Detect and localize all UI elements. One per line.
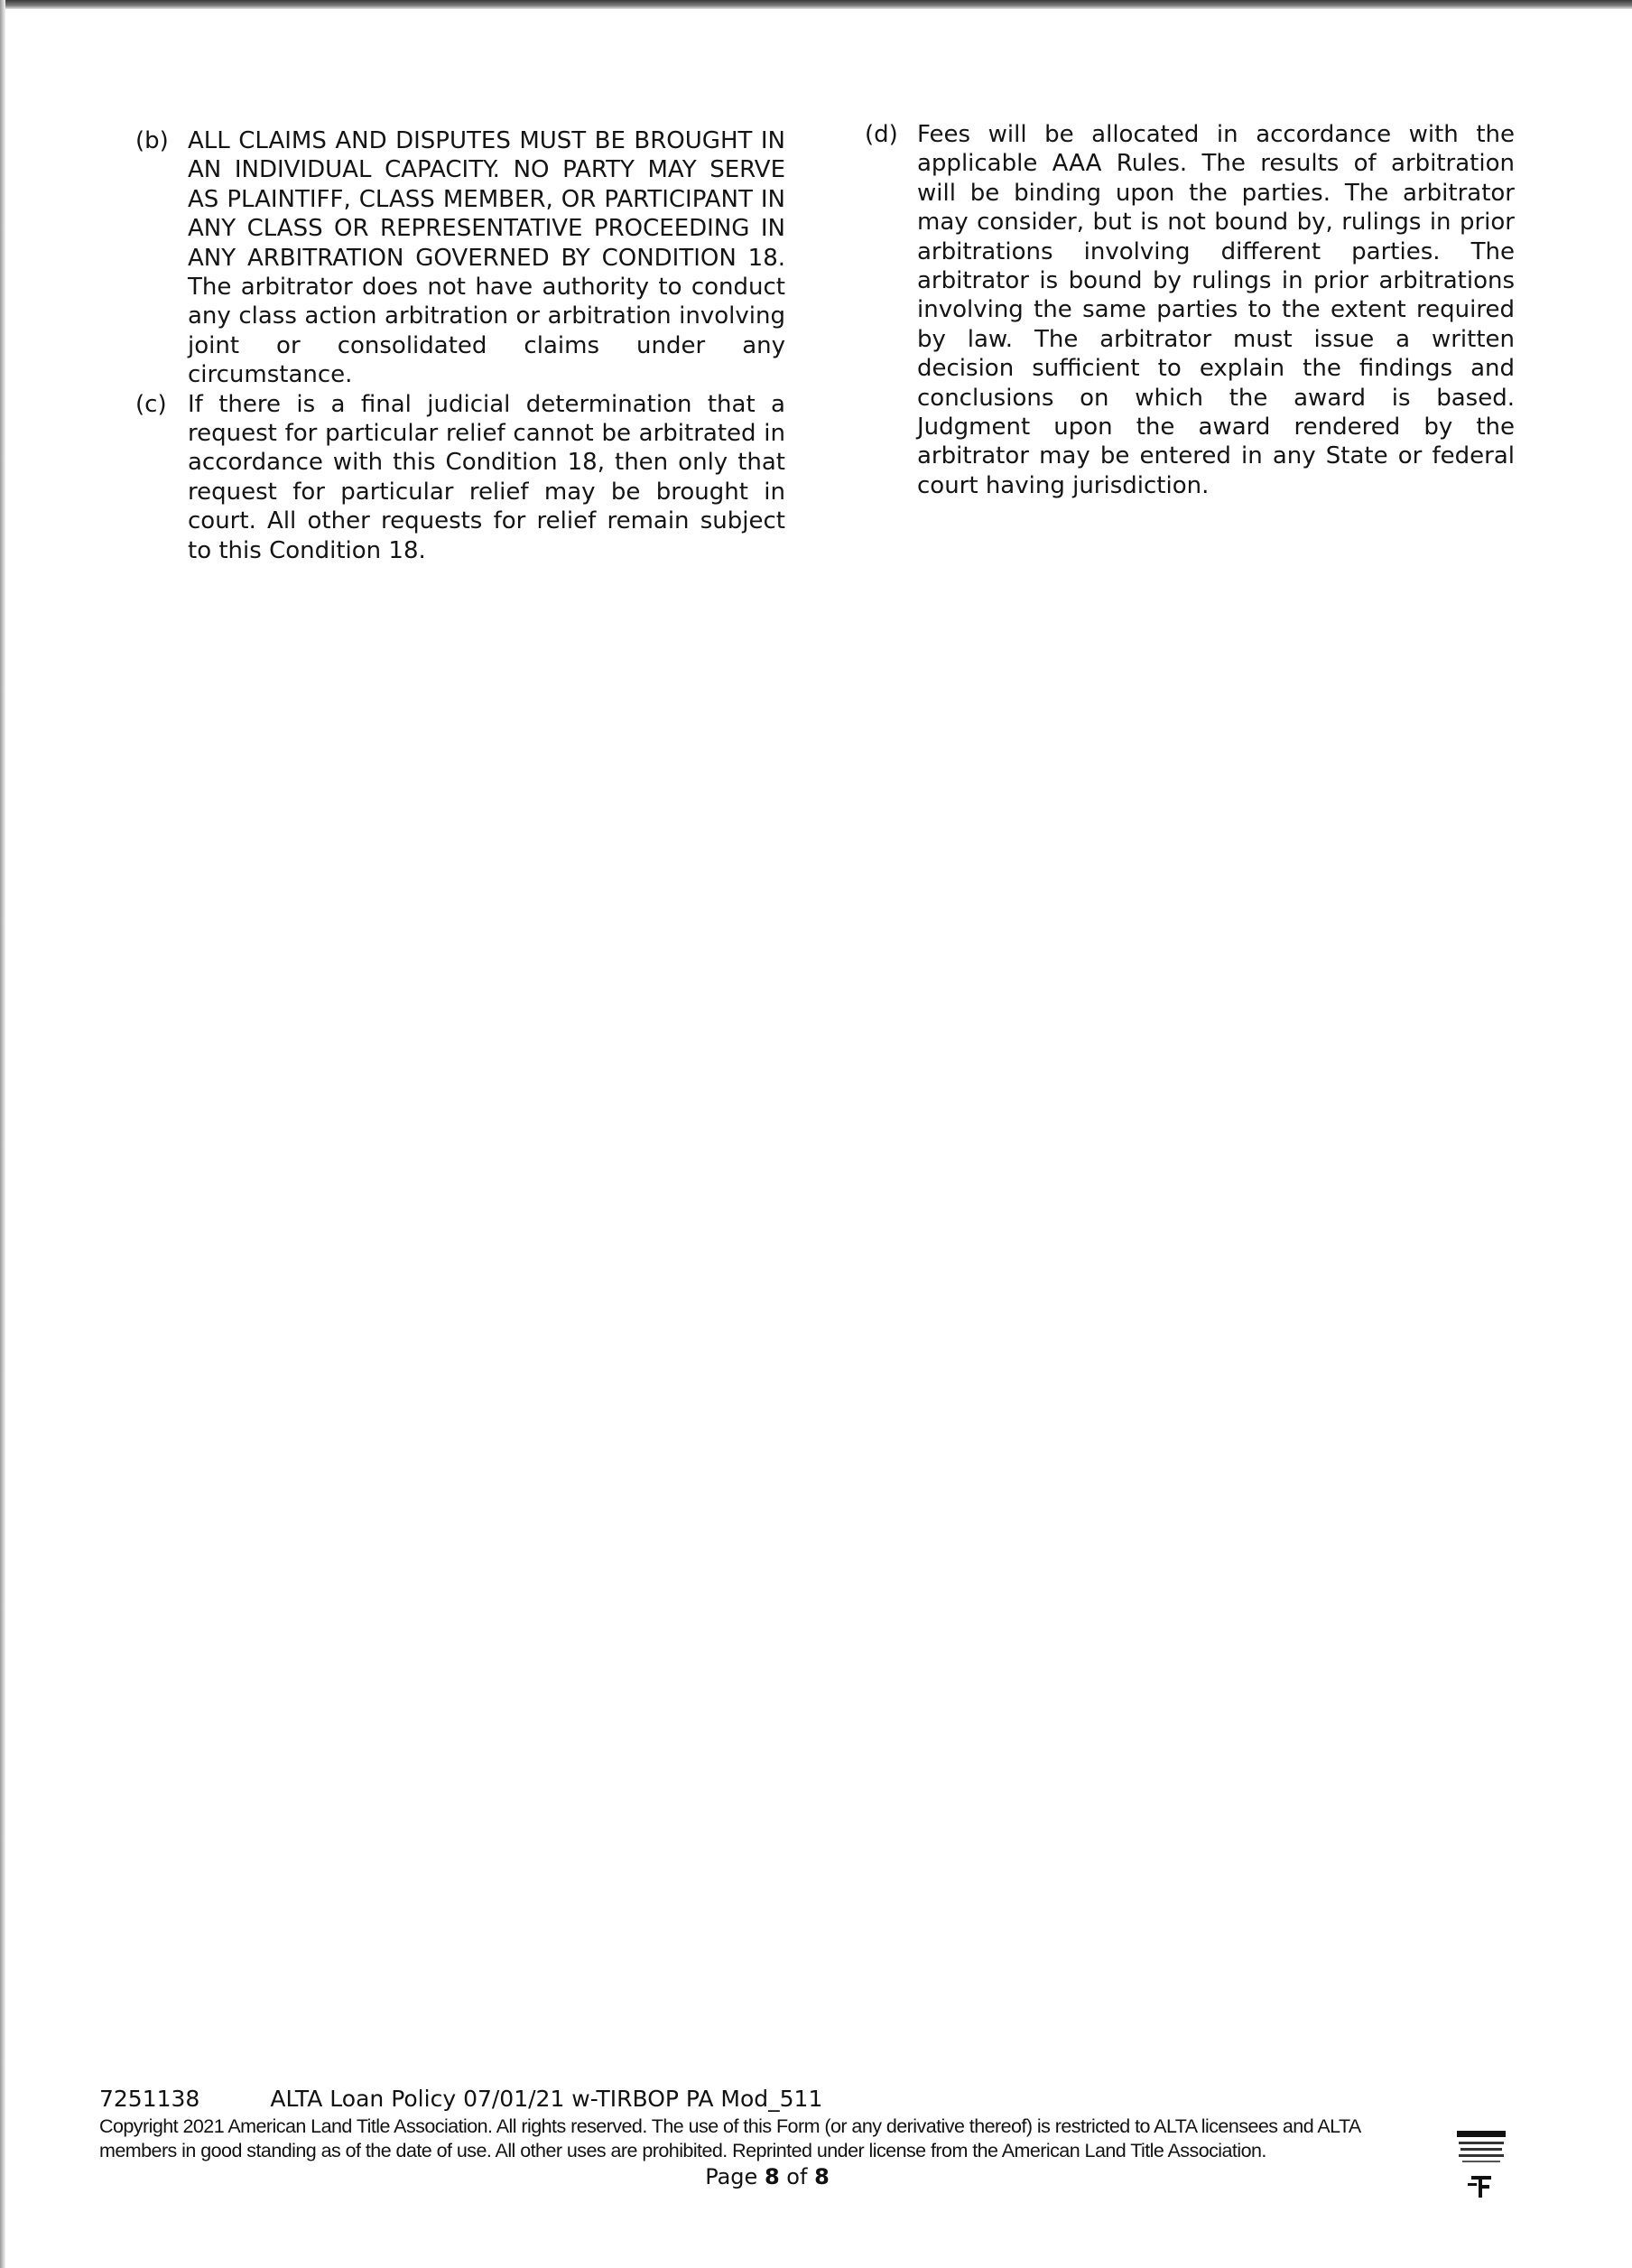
right-column [865, 120, 1515, 500]
footer-identifier-line [99, 2086, 1435, 2113]
copyright-notice: Copyright 2021 American Land Title Association. All rights reserved. The use of this Form (or any derivative thereof) is restricted to ALTA licensees and ALTA members in good standing as of the date of use. All other uses are prohibited. Reprinted under license from the American Land Title Association. [99, 2115, 1360, 2161]
condition-item-b [135, 126, 785, 390]
page-total: 8 [814, 2164, 830, 2189]
alta-seal-icon [1455, 2129, 1507, 2201]
policy-name: ALTA Loan Policy 07/01/21 w-TIRBOP PA Mod_511 [270, 2086, 823, 2112]
page-number: Page 8 of 8 [705, 2164, 830, 2189]
condition-item-d [865, 120, 1515, 500]
item-label: (d) [865, 121, 898, 148]
file-number: 7251138 [99, 2086, 200, 2112]
item-text: If there is a final judicial determination that a request for particular relief cannot be arbitrated in accordance with this Condition 18, then only that request for particular relief may be brought in court. All other requests for relief remain subject to this Condition 18. [188, 390, 785, 564]
item-text: ALL CLAIMS AND DISPUTES MUST BE BROUGHT IN AN INDIVIDUAL CAPACITY. NO PARTY MAY SERVE AS PLAINTIFF, CLASS MEMBER, OR PARTICIPANT IN ANY CLASS OR REPRESENTATIVE PROCEEDING IN ANY ARBITRATION GOVERNED BY CONDITION 18. The arbitrator does not have authority to conduct any class action arbitration or arbitration involving joint or consolidated claims under any circumstance. [188, 127, 785, 389]
item-label: (c) [135, 390, 167, 418]
page-current: 8 [764, 2164, 780, 2189]
scan-left-edge [0, 0, 5, 2268]
condition-item-c [135, 390, 785, 565]
item-text: Fees will be allocated in accordance with the applicable AAA Rules. The results of arbitration will be binding upon the parties. The arbitrator may consider, but is not bound by, rulings in prior arbitrations involving different parties. The arbitrator is bound by rulings in prior arbitrations involving the same parties to the extent required by law. The arbitrator must issue a written decision sufficient to explain the findings and conclusions on which the award is based. Judgment upon the award rendered by the arbitrator may be entered in any State or federal court having jurisdiction. [917, 121, 1515, 499]
left-column [135, 126, 785, 565]
scan-top-edge [0, 0, 1632, 9]
item-label: (b) [135, 127, 169, 154]
page-footer [99, 2086, 1435, 2190]
